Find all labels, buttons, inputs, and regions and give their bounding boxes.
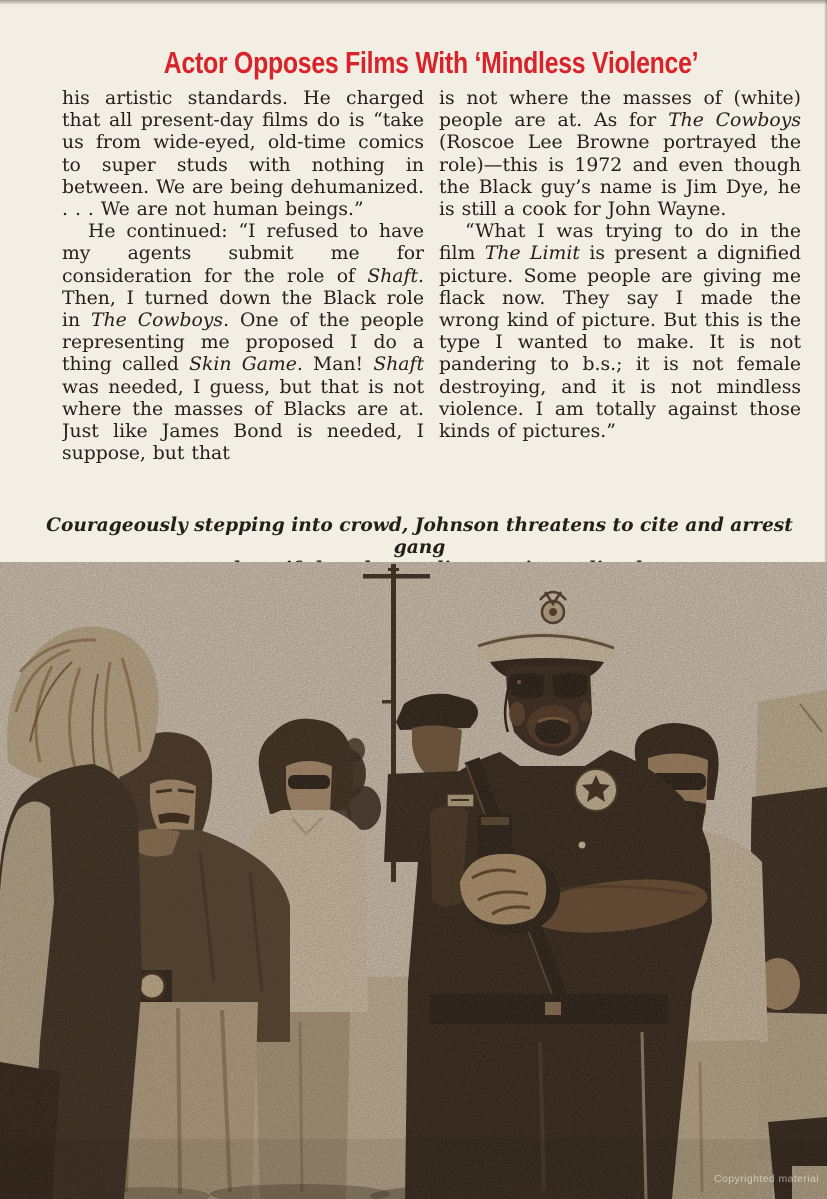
copyright-watermark: Copyrighted material	[714, 1173, 819, 1185]
photo-vignette	[0, 1139, 827, 1199]
scan-edge-top	[0, 0, 827, 5]
article-paragraph: “What I was trying to do in the film The Limit is present a dignified picture. Some people are giving me flack now. They say I made the wrong kind of picture. But this is the type I wanted to make. It is not pandering to b.s.; it is not female destroying, and it is not mindless violence. I am totally against those kinds of pictures.”	[439, 221, 801, 443]
news-photo-graphic	[0, 562, 827, 1199]
article-column-2	[439, 88, 801, 514]
article-headline-text: Actor Opposes Films With ‘Mindless Violence’	[164, 45, 699, 80]
article-headline	[62, 47, 801, 78]
article-body	[62, 88, 801, 514]
article-paragraph: is not where the masses of (white) people are at. As for The Cowboys (Roscoe Lee Browne portrayed the role)—this is 1972 and even though the Black guy’s name is Jim Dye, he is still a cook for John Wayne.	[439, 88, 801, 221]
halftone-grain	[0, 562, 827, 1199]
article-paragraph: He continued: “I refused to have my agents submit me for consideration for the role of Shaft. Then, I turned down the Black role in The Cowboys. One of the people representing me proposed I do a thing called Skin Game. Man! Shaft was needed, I guess, but that is not where the masses of Blacks are at. Just like James Bond is needed, I suppose, but that	[62, 221, 425, 465]
photo-caption-line: Courageously stepping into crowd, Johnson threatens to cite and arrest gang	[46, 515, 793, 558]
article-column-1	[62, 88, 424, 514]
article-paragraph: his artistic standards. He charged that all present-day films do is “take us from wide-eyed, old-time comics to super studs with nothing in between. We are being dehumanized. . . . We are not human beings.”	[62, 88, 424, 221]
news-photo	[0, 562, 827, 1199]
